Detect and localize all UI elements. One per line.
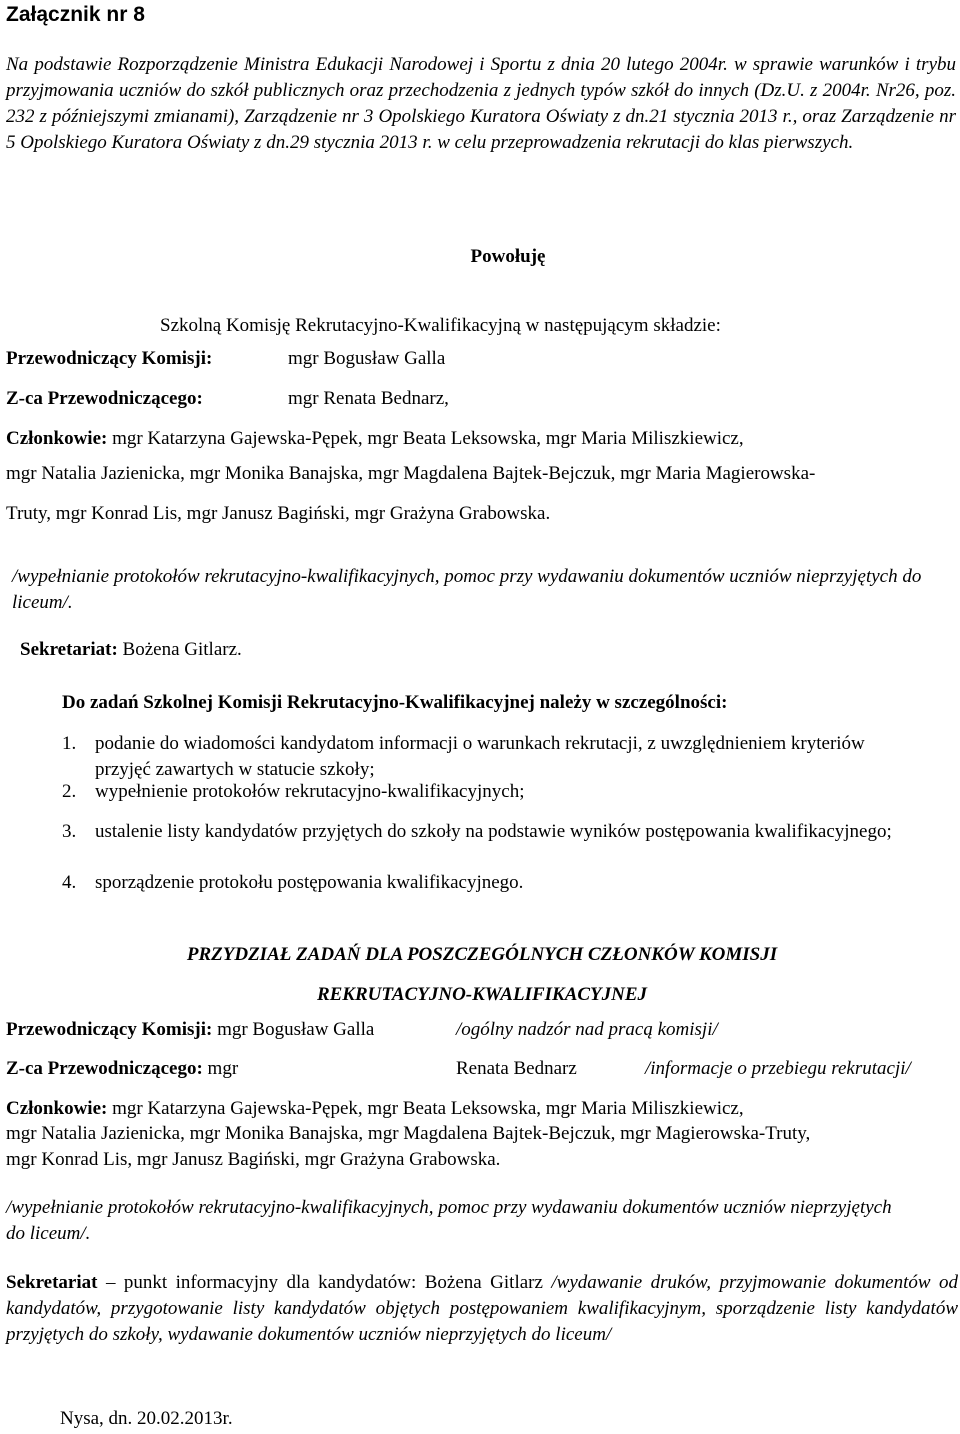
appoint-heading: Powołuję <box>470 246 546 267</box>
allocation-deputy-mgr: mgr <box>207 1058 239 1079</box>
allocation-secretariat-label: Sekretariat <box>6 1272 98 1293</box>
secretariat-name: Bożena Gitlarz. <box>122 639 242 660</box>
allocation-deputy-task: /informacje o przebiegu rekrutacji/ <box>645 1058 911 1079</box>
allocation-deputy-label: Z-ca Przewodniczącego: <box>6 1058 203 1079</box>
members-label: Członkowie: <box>6 428 108 449</box>
allocation-secretariat-text: – punkt informacyjny dla kandydatów: Bożena Gitlarz <box>105 1272 543 1293</box>
task-text: sporządzenie protokołu postępowania kwalifikacyjnego. <box>95 872 524 893</box>
allocation-members-line-1 <box>6 1096 744 1122</box>
task-item <box>62 779 925 805</box>
task-item <box>62 731 925 783</box>
deputy-name: mgr Renata Bednarz, <box>288 388 449 409</box>
allocation-members-label: Członkowie: <box>6 1098 108 1119</box>
members-line-3: Truty, mgr Konrad Lis, mgr Janusz Bagiński, mgr Grażyna Grabowska. <box>6 503 551 524</box>
task-item <box>62 819 895 845</box>
place-date: Nysa, dn. 20.02.2013r. <box>60 1408 233 1429</box>
secretariat-label: Sekretariat: <box>20 639 118 660</box>
allocation-members-note: /wypełnianie protokołów rekrutacyjno-kwalifikacyjnych, pomoc przy wydawaniu dokumentów uczniów nieprzyjętych do liceum/. <box>6 1197 892 1244</box>
task-number: 1. <box>62 733 77 754</box>
allocation-members-line-3: mgr Konrad Lis, mgr Janusz Bagiński, mgr Grażyna Grabowska. <box>6 1149 501 1170</box>
allocation-heading-line-2: REKRUTACYJNO-KWALIFIKACYJNEJ <box>316 984 648 1005</box>
task-text: podanie do wiadomości kandydatom informacji o warunkach rekrutacji, z uwzględnieniem kryteriów przyjęć zawartych w statucie szkoły; <box>95 733 865 780</box>
task-number: 2. <box>62 781 77 802</box>
allocation-chair-line <box>6 1017 374 1043</box>
deputy-label: Z-ca Przewodniczącego: <box>6 388 203 409</box>
allocation-members-line-2: mgr Natalia Jazienicka, mgr Monika Banajska, mgr Magdalena Bajtek-Bejczuk, mgr Magierowska-Truty, <box>6 1123 811 1144</box>
members-note: /wypełnianie protokołów rekrutacyjno-kwalifikacyjnych, pomoc przy wydawaniu dokumentów uczniów nieprzyjętych do liceum/. <box>12 566 922 613</box>
task-number: 3. <box>62 821 77 842</box>
committee-heading: Szkolną Komisję Rekrutacyjno-Kwalifikacyjną w następującym składzie: <box>160 315 721 336</box>
document-title: Załącznik nr 8 <box>6 3 145 26</box>
allocation-secretariat-note: /wydawanie druków, przyjmowanie dokumentów od kandydatów, przygotowanie listy kandydatów objętych postępowaniem kwalifikacyjnym, sporządzenie listy kandydatów przyjętych do szkoły, wydawanie dokumentów uczniów nieprzyjętych do liceum/ <box>6 1272 959 1345</box>
members-line-2: mgr Natalia Jazienicka, mgr Monika Banajska, mgr Magdalena Bajtek-Bejczuk, mgr Maria Magierowska- <box>6 463 816 484</box>
members-line-1 <box>6 426 744 452</box>
task-item <box>62 870 925 896</box>
task-number: 4. <box>62 872 77 893</box>
members-names-1: mgr Katarzyna Gajewska-Pępek, mgr Beata Leksowska, mgr Maria Miliszkiewicz, <box>112 428 744 449</box>
legal-basis-paragraph: Na podstawie Rozporządzenie Ministra Edukacji Narodowej i Sportu z dnia 20 lutego 2004r. w sprawie warunków i trybu przyjmowania uczniów do szkół publicznych oraz przechodzenia z jednych typów szkół do innych (Dz.U. z 2004r. Nr26, poz. 232 z późniejszymi zmianami), Zarządzenie nr 3 Opolskiego Kuratora Oświaty z dn.21 stycznia 2013 r., oraz Zarządzenie nr 5 Opolskiego Kuratora Oświaty z dn.29 stycznia 2013 r. w celu przeprowadzenia rekrutacji do klas pierwszych. <box>6 54 956 153</box>
allocation-secretariat <box>6 1270 958 1348</box>
allocation-chair-name: mgr Bogusław Galla <box>217 1019 375 1040</box>
secretariat-line <box>20 637 242 663</box>
tasks-heading: Do zadań Szkolnej Komisji Rekrutacyjno-Kwalifikacyjnej należy w szczególności: <box>62 692 728 713</box>
allocation-chair-task: /ogólny nadzór nad pracą komisji/ <box>456 1019 718 1040</box>
task-text: wypełnienie protokołów rekrutacyjno-kwalifikacyjnych; <box>95 781 525 802</box>
task-text: ustalenie listy kandydatów przyjętych do szkoły na podstawie wyników postępowania kwalifikacyjnego; <box>95 821 892 842</box>
allocation-heading-line-1: PRZYDZIAŁ ZADAŃ DLA POSZCZEGÓLNYCH CZŁONKÓW KOMISJI <box>186 944 778 965</box>
allocation-members-names-1: mgr Katarzyna Gajewska-Pępek, mgr Beata Leksowska, mgr Maria Miliszkiewicz, <box>112 1098 744 1119</box>
allocation-deputy-line <box>6 1056 238 1082</box>
allocation-deputy-name: Renata Bednarz <box>456 1058 577 1079</box>
chair-name: mgr Bogusław Galla <box>288 348 446 369</box>
allocation-chair-label: Przewodniczący Komisji: <box>6 1019 213 1040</box>
chair-label: Przewodniczący Komisji: <box>6 348 213 369</box>
